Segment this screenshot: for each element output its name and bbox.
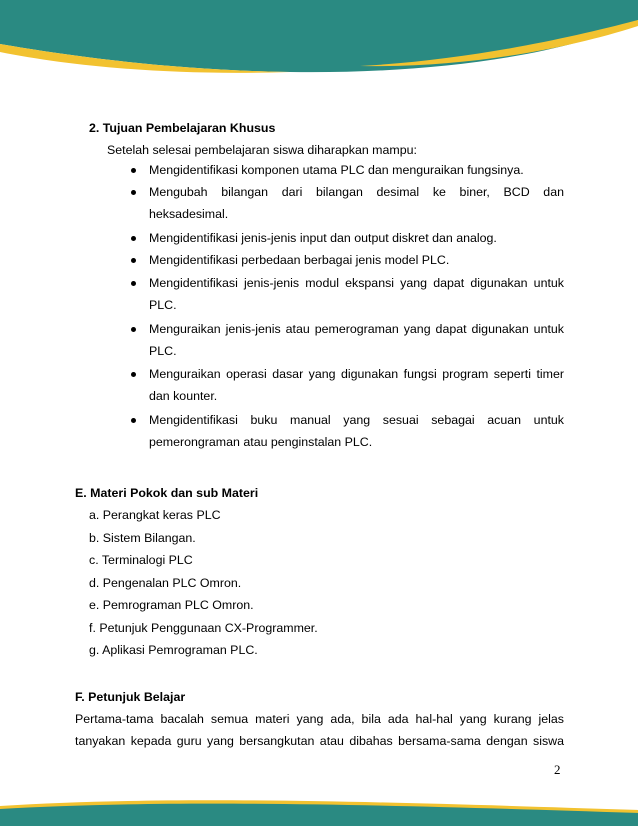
page-number: 2 — [554, 762, 561, 777]
bullet-icon — [131, 281, 136, 286]
bullet-icon — [131, 372, 136, 377]
list-item: Mengidentifikasi perbedaan berbagai jenis model PLC. — [149, 253, 450, 267]
bullet-icon — [131, 236, 136, 241]
list-item-continuation: PLC. — [149, 344, 177, 358]
list-item: f. Petunjuk Penggunaan CX-Programmer. — [89, 621, 318, 635]
section-e-heading: E. Materi Pokok dan sub Materi — [75, 486, 259, 500]
list-item: c. Terminalogi PLC — [89, 553, 193, 567]
list-item: g. Aplikasi Pemrograman PLC. — [89, 643, 258, 657]
bullet-icon — [131, 168, 136, 173]
list-item: Menguraikan operasi dasar yang digunakan fungsi program seperti timer — [149, 367, 564, 381]
list-item: a. Perangkat keras PLC — [89, 508, 221, 522]
bullet-icon — [131, 258, 136, 263]
list-item-continuation: heksadesimal. — [149, 207, 229, 221]
list-item: Mengidentifikasi buku manual yang sesuai sebagai acuan untuk — [149, 413, 564, 427]
list-item: Mengidentifikasi jenis-jenis input dan output diskret dan analog. — [149, 231, 497, 245]
bullet-icon — [131, 190, 136, 195]
list-item: Mengidentifikasi jenis-jenis modul ekspansi yang dapat digunakan untuk — [149, 276, 564, 290]
list-item: e. Pemrograman PLC Omron. — [89, 598, 254, 612]
bullet-icon — [131, 327, 136, 332]
section-f-heading: F. Petunjuk Belajar — [75, 690, 186, 704]
list-item-continuation: pemerongraman atau penginstalan PLC. — [149, 435, 373, 449]
bullet-icon — [131, 418, 136, 423]
list-item: d. Pengenalan PLC Omron. — [89, 576, 242, 590]
list-item: Mengubah bilangan dari bilangan desimal ke biner, BCD dan — [149, 185, 564, 199]
paragraph-line: tanyakan kepada guru yang bersangkutan atau dibahas bersama-sama dengan siswa — [75, 734, 564, 748]
list-item: b. Sistem Bilangan. — [89, 531, 196, 545]
section-2-intro: Setelah selesai pembelajaran siswa diharapkan mampu: — [107, 143, 417, 157]
list-item: Menguraikan jenis-jenis atau pemerograman yang dapat digunakan untuk — [149, 322, 564, 336]
section-2-heading: 2. Tujuan Pembelajaran Khusus — [89, 121, 276, 135]
list-item-continuation: dan kounter. — [149, 389, 218, 403]
paragraph-line: Pertama-tama bacalah semua materi yang ada, bila ada hal-hal yang kurang jelas — [75, 712, 564, 726]
list-item-continuation: PLC. — [149, 298, 177, 312]
list-item: Mengidentifikasi komponen utama PLC dan menguraikan fungsinya. — [149, 163, 524, 177]
